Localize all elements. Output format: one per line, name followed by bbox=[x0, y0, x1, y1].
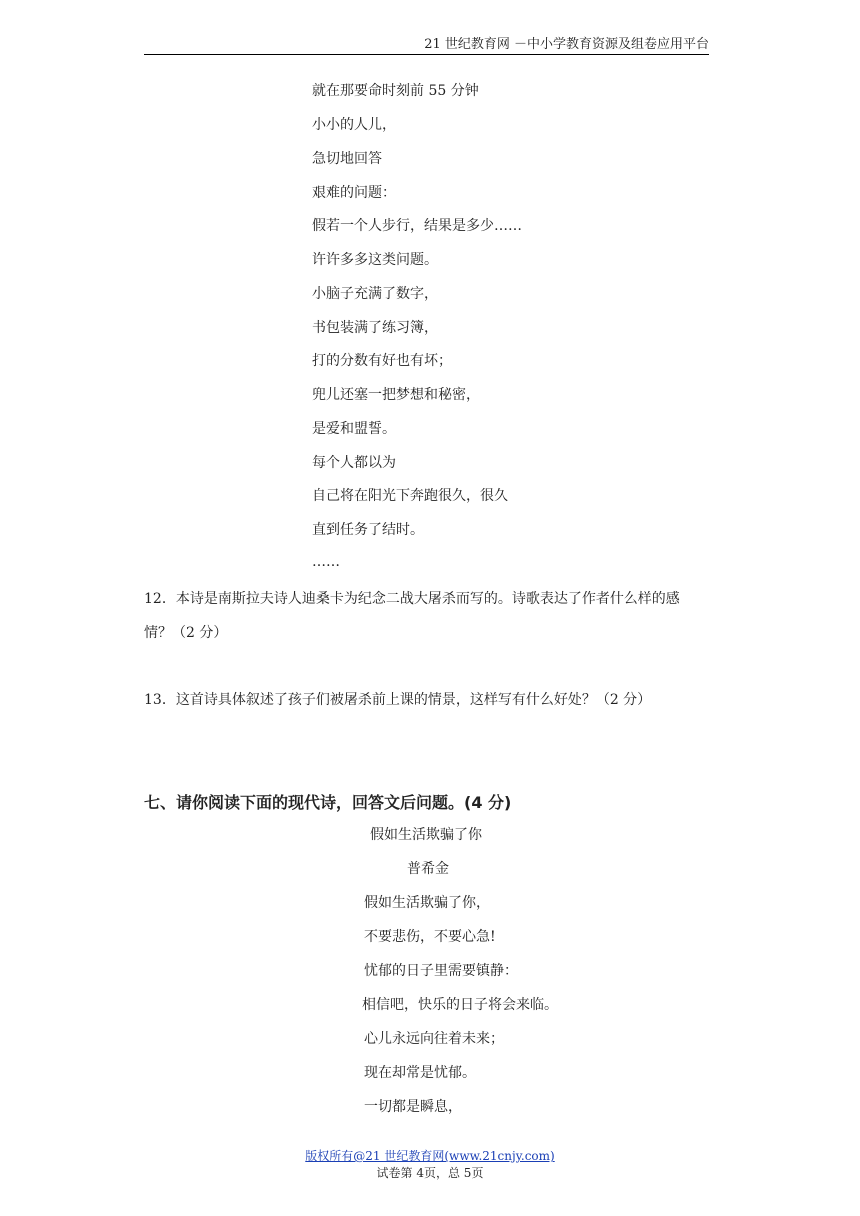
poem1-line: 许许多多这类问题。 bbox=[312, 252, 438, 268]
question-12-line2: 情？（2 分） bbox=[144, 625, 228, 641]
poem1-line: 打的分数有好也有坏； bbox=[312, 353, 452, 369]
poem1-line: 每个人都以为 bbox=[312, 455, 396, 471]
copyright-link[interactable]: 版权所有@21 世纪教育网(www.21cnjy.com) bbox=[305, 1149, 555, 1163]
poem2-line: 心儿永远向往着未来； bbox=[364, 1031, 504, 1047]
poem1-line: 小小的人儿， bbox=[312, 117, 396, 133]
poem1-line: 书包装满了练习簿， bbox=[312, 320, 438, 336]
poem2-line: 假如生活欺骗了你， bbox=[364, 895, 490, 911]
poem2-line: 忧郁的日子里需要镇静： bbox=[364, 963, 518, 979]
poem1-line: 假若一个人步行，结果是多少…… bbox=[312, 218, 522, 234]
poem2-line: 不要悲伤，不要心急! bbox=[364, 929, 496, 945]
section-7-title: 七、请你阅读下面的现代诗，回答文后问题。(4 分) bbox=[144, 793, 512, 812]
page-number: 试卷第 4页，总 5页 bbox=[376, 1166, 484, 1180]
poem1-line: 是爱和盟誓。 bbox=[312, 421, 396, 437]
poem1-line: …… bbox=[312, 554, 340, 570]
question-12-line1: 12．本诗是南斯拉夫诗人迪桑卡为纪念二战大屠杀而写的。诗歌表达了作者什么样的感 bbox=[144, 591, 680, 607]
poem1-line: 艰难的问题： bbox=[312, 185, 396, 201]
poem1-line: 就在那要命时刻前 55 分钟 bbox=[312, 83, 479, 99]
poem1-line: 兜儿还塞一把梦想和秘密， bbox=[312, 387, 480, 403]
poem2-line: 相信吧，快乐的日子将会来临。 bbox=[362, 997, 558, 1013]
poem2-line: 现在却常是忧郁。 bbox=[364, 1065, 476, 1081]
page-header: 21 世纪教育网 －中小学教育资源及组卷应用平台 bbox=[144, 36, 709, 55]
poem2-author: 普希金 bbox=[407, 861, 449, 877]
poem2-title: 假如生活欺骗了你 bbox=[370, 827, 482, 843]
question-13: 13．这首诗具体叙述了孩子们被屠杀前上课的情景，这样写有什么好处？（2 分） bbox=[144, 692, 652, 708]
poem2-line: 一切都是瞬息， bbox=[364, 1099, 462, 1115]
poem1-line: 急切地回答 bbox=[312, 151, 382, 167]
poem1-line: 直到任务了结时。 bbox=[312, 522, 424, 538]
poem1-line: 自己将在阳光下奔跑很久，很久 bbox=[312, 488, 508, 504]
poem1-line: 小脑子充满了数字， bbox=[312, 286, 438, 302]
